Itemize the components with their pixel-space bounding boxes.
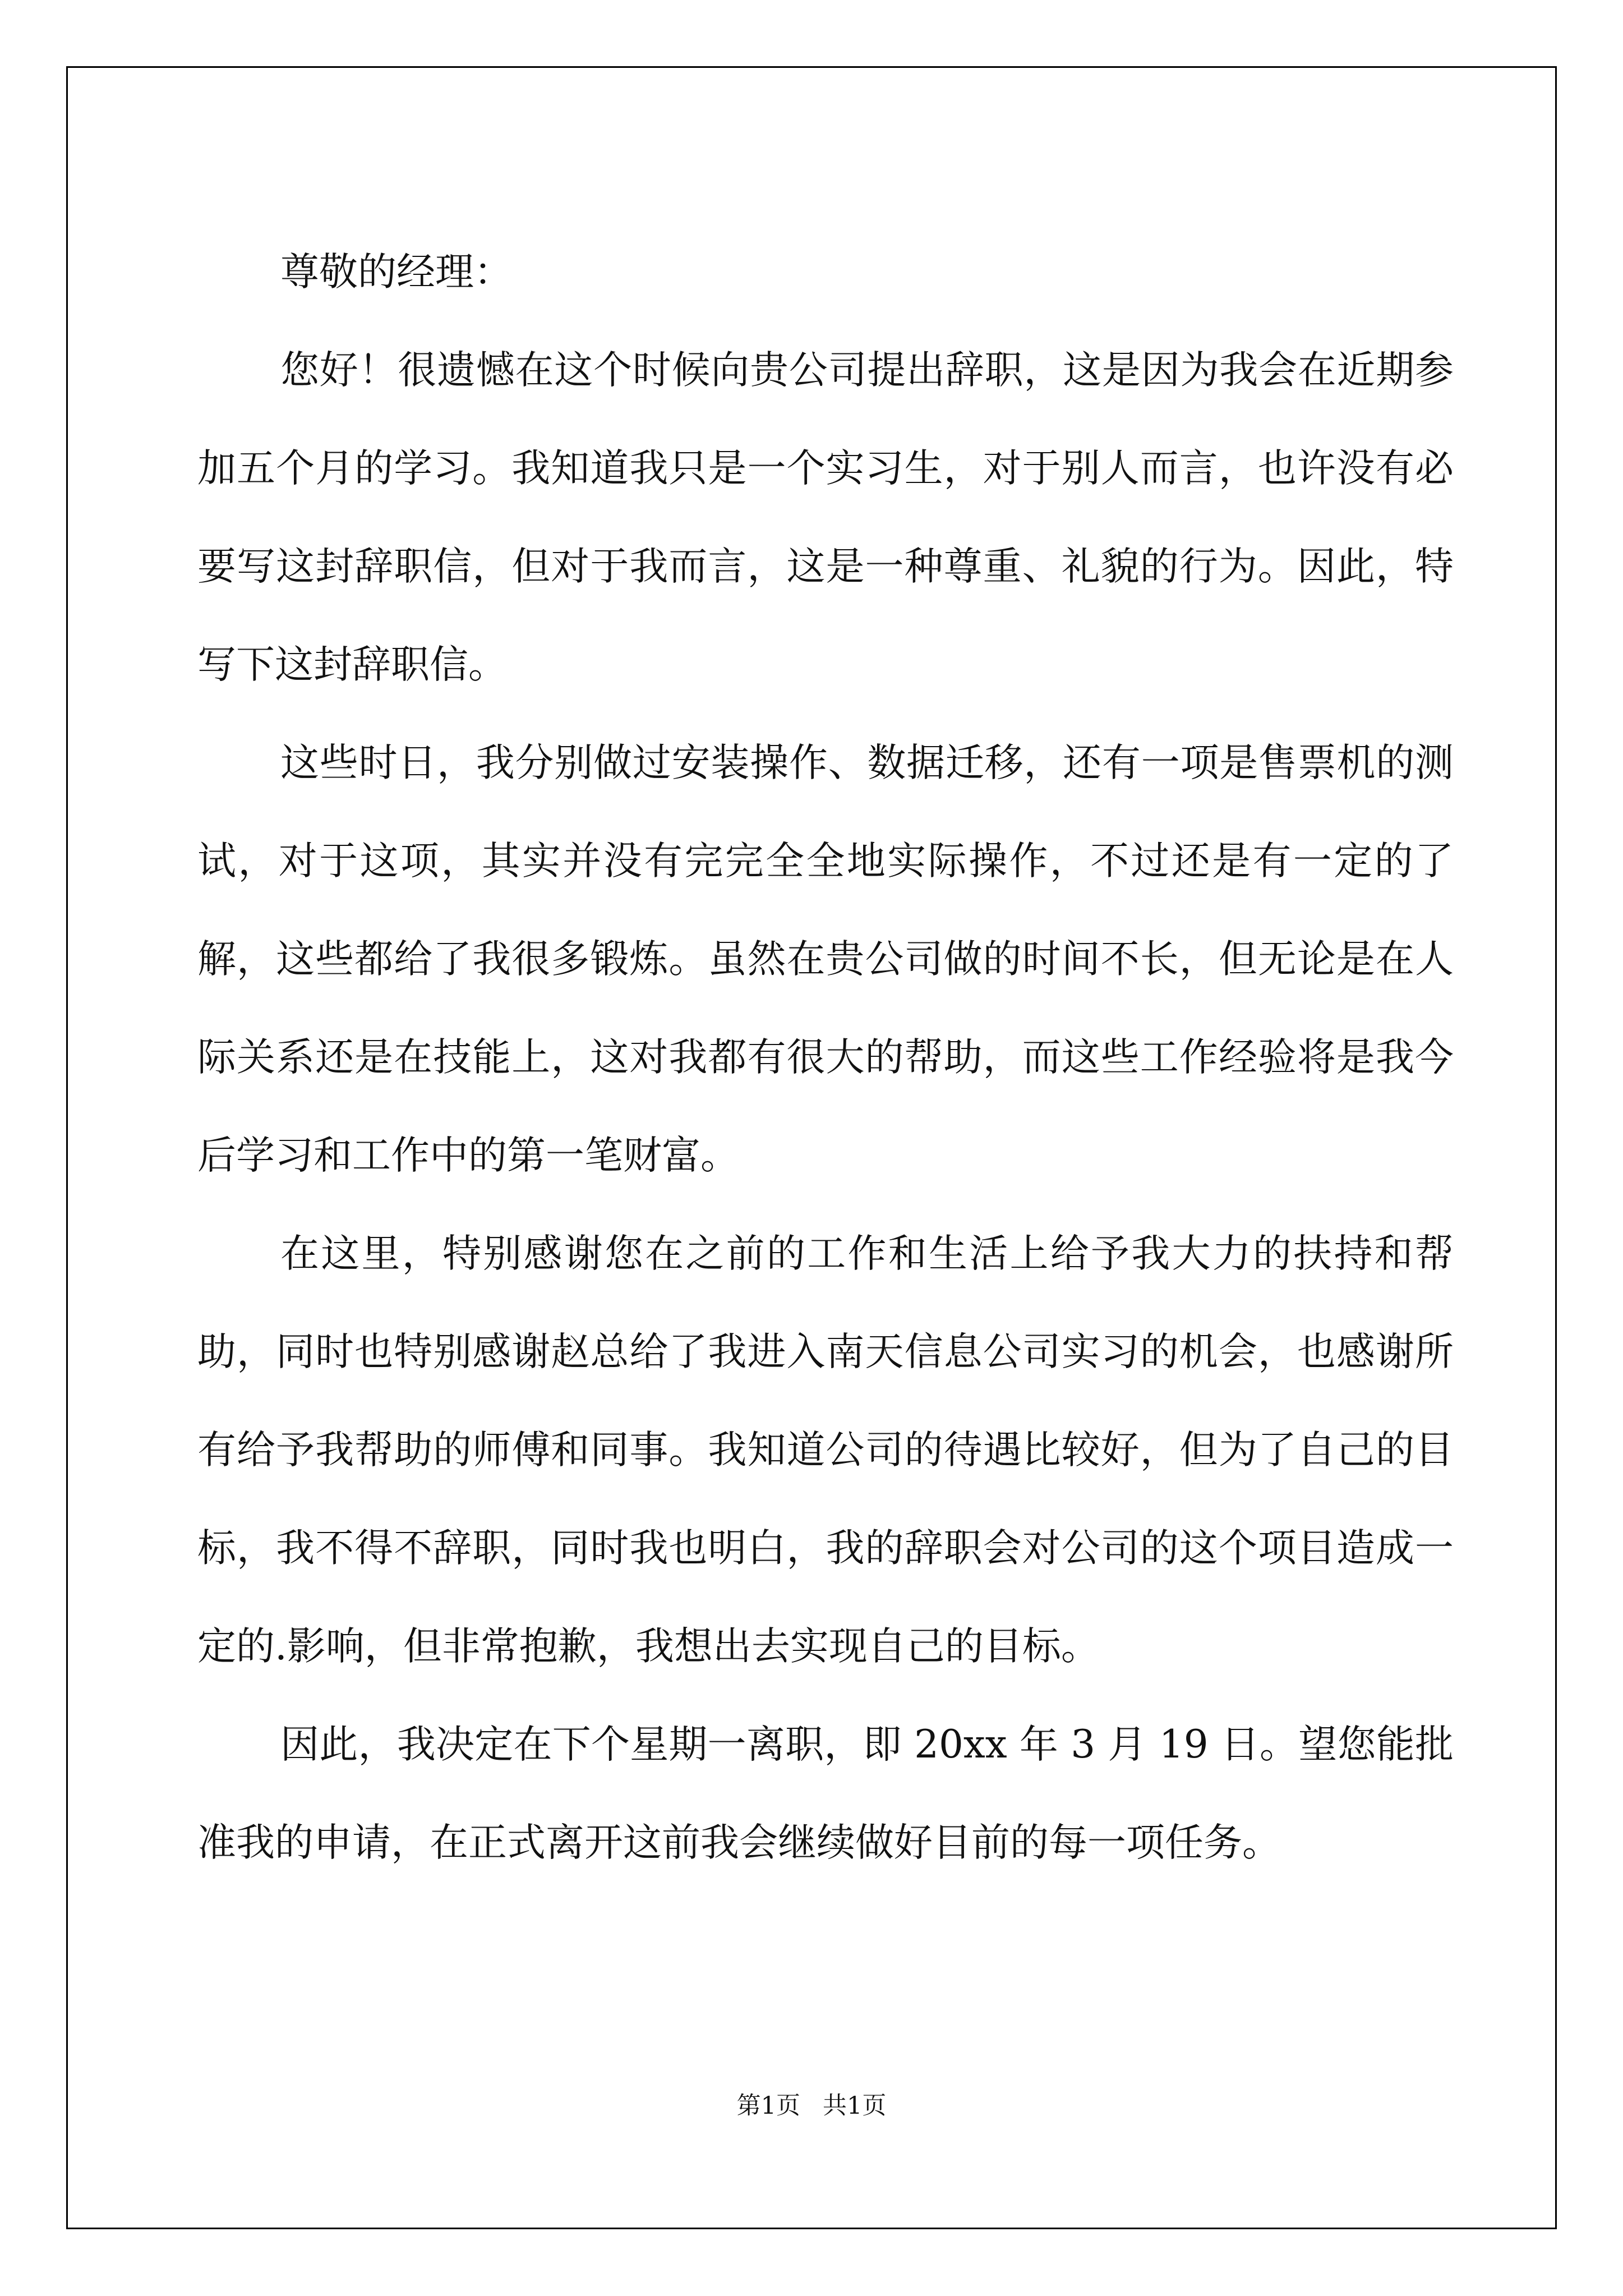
- paragraph-2: 这些时日，我分别做过安装操作、数据迁移，还有一项是售票机的测试，对于这项，其实并没有完完全全地实际操作，不过还是有一定的了解，这些都给了我很多锻炼。虽然在贵公司做的时间不长，但无论是在人际关系还是在技能上，这对我都有很大的帮助，而这些工作经验将是我今后学习和工作中的第一笔财富。: [197, 740, 1454, 1178]
- paragraph-1: 您好！很遗憾在这个时候向贵公司提出辞职，这是因为我会在近期参加五个月的学习。我知道我只是一个实习生，对于别人而言，也许没有必要写这封辞职信，但对于我而言，这是一种尊重、礼貌的行为。因此，特写下这封辞职信。: [197, 348, 1454, 687]
- page-total: 共1页: [823, 2092, 887, 2120]
- page-footer: [0, 2087, 1623, 2121]
- salutation: 尊敬的经理：: [280, 250, 513, 295]
- paragraph-4: 因此，我决定在下个星期一离职，即 20xx 年 3 月 19 日。望您能批准我的申请，在正式离开这前我会继续做好目前的每一项任务。: [197, 1722, 1454, 1865]
- paragraph-3: 在这里，特别感谢您在之前的工作和生活上给予我大力的扶持和帮助，同时也特别感谢赵总给了我进入南天信息公司实习的机会，也感谢所有给予我帮助的师傅和同事。我知道公司的待遇比较好，但为了自己的目标，我不得不辞职，同时我也明白，我的辞职会对公司的这个项目造成一定的.影响，但非常抱歉，我想出去实现自己的目标。: [197, 1231, 1454, 1669]
- letter-body: [197, 223, 1454, 1892]
- page-number: 第1页: [736, 2092, 800, 2120]
